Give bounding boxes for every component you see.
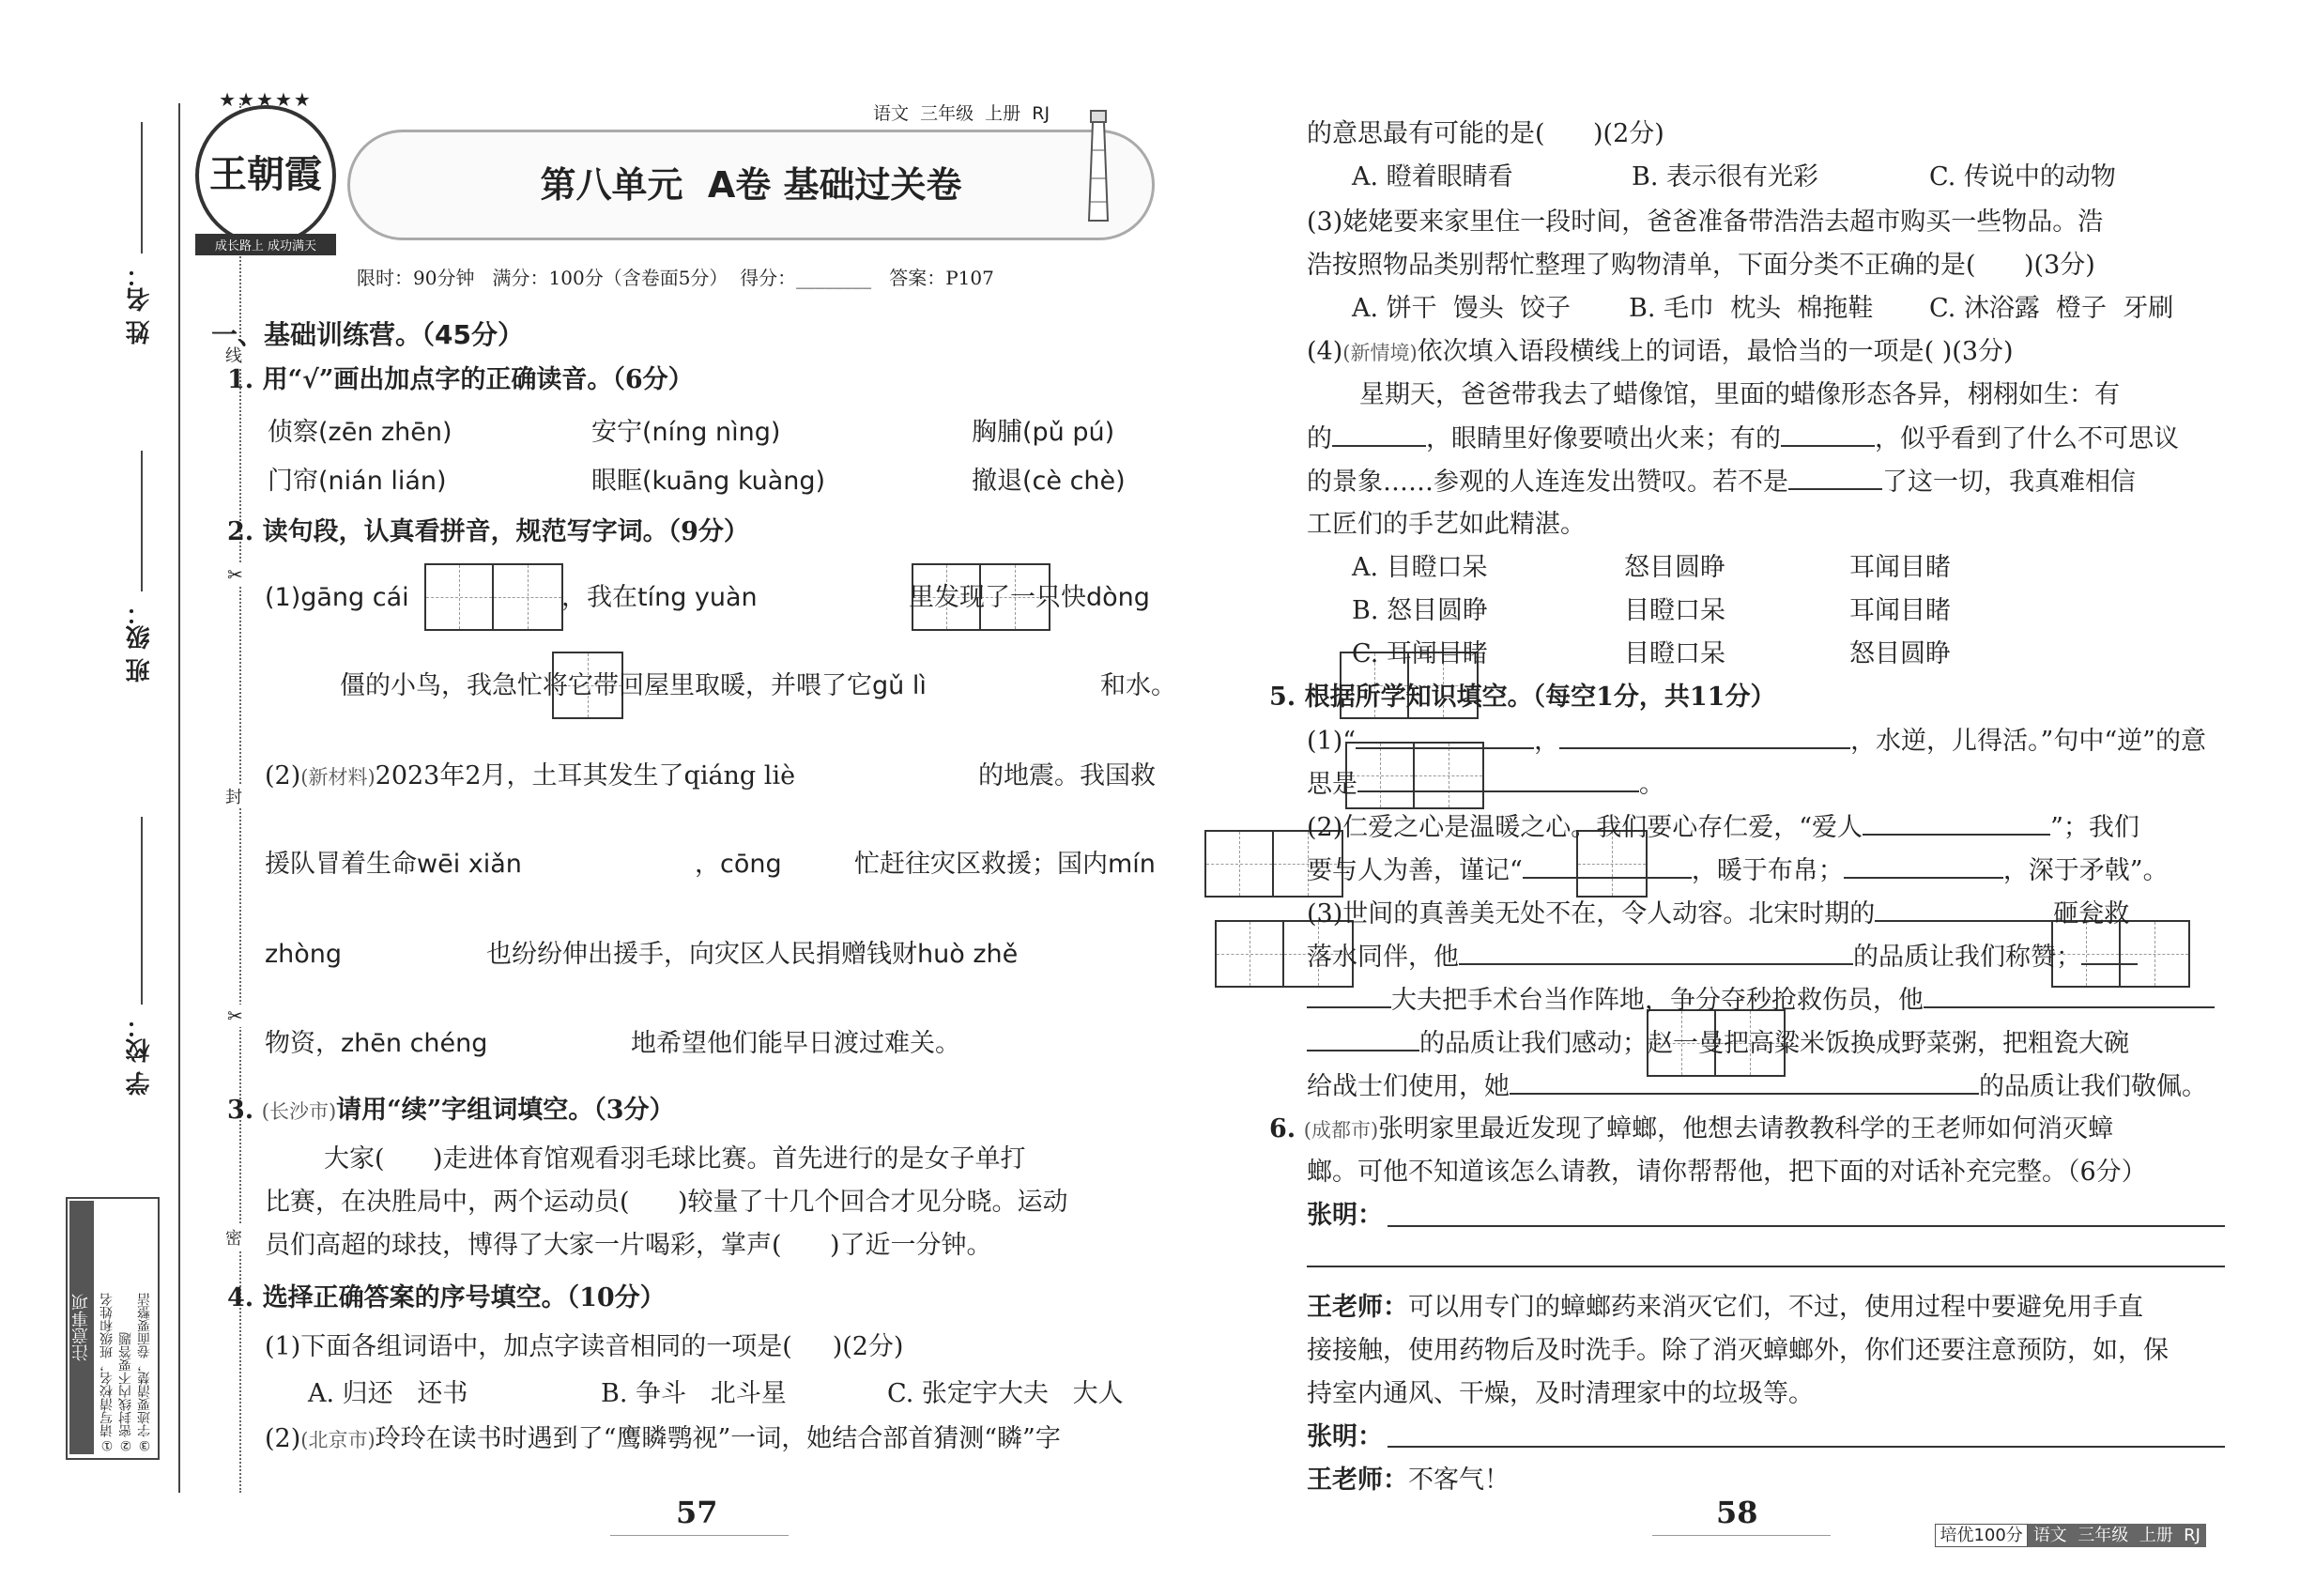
q4-option[interactable]: A. 目瞪口呆 — [1352, 553, 1488, 582]
q5-text: (1)“ ， ，水逆，儿得活。”句中“逆”的意 — [1307, 723, 2206, 760]
notice-item: ②密封线内不要答题 — [118, 1332, 133, 1452]
page-number-right: 58 — [1716, 1495, 1758, 1530]
scissors-icon: ✂ — [227, 1005, 243, 1027]
question-1 — [227, 362, 694, 398]
title-banner — [347, 130, 1155, 240]
region-tag: (成都市) — [1303, 1119, 1379, 1142]
passage-text: 星期天，爸爸带我去了蜡像馆，里面的蜡像形态各异，栩栩如生：有 — [1359, 380, 2120, 409]
fill-blank[interactable] — [2081, 939, 2138, 965]
cut-char-mi: 密 — [225, 1225, 242, 1250]
q4-option[interactable]: A. 归还 还书 — [308, 1379, 468, 1408]
speaker-zhang: 张明： — [1307, 1201, 1383, 1230]
q4-option[interactable]: B. 毛巾 枕头 棉拖鞋 — [1629, 294, 1874, 323]
question-5: 5. 根据所学知识填空。（每空1分，共11分） — [1269, 683, 1776, 712]
q4-option: 目瞪口呆 — [1624, 596, 1725, 625]
q4-option[interactable]: C. 沐浴露 橙子 牙刷 — [1929, 294, 2174, 323]
q4-option: 耳闻目睹 — [1849, 596, 1951, 625]
page-number-left: 57 — [676, 1495, 718, 1530]
q5-text: (3)世间的真善美无处不在，令人动容。北宋时期的 砸瓮救 — [1307, 896, 2129, 932]
q2-text: 援队冒着生命wēi xiǎn — [265, 850, 522, 879]
question-3: 3. (长沙市)请用“续”字组词填空。（3分） — [227, 1096, 675, 1125]
brand-logo — [195, 88, 336, 253]
q4-sub[interactable]: 的意思最有可能的是( )(2分) — [1307, 119, 1664, 148]
fill-blank[interactable] — [1788, 464, 1882, 490]
q2-text: 的地震。我国救 — [978, 761, 1156, 790]
fill-blank[interactable] — [1559, 723, 1850, 749]
fill-blank[interactable] — [1844, 852, 2003, 879]
q1-item[interactable]: 撤退(cè chè) — [972, 467, 1126, 496]
q1-item[interactable]: 胸脯(pǔ pú) — [972, 418, 1115, 447]
q4-option[interactable]: B. 表示很有光彩 — [1632, 162, 1819, 192]
notice-item: ①请写清校名，班级和姓名 — [100, 1293, 115, 1452]
notice-item: ③字迹要清楚，卷面要整洁 — [137, 1293, 152, 1452]
q4-option: 耳闻目睹 — [1849, 553, 1951, 582]
passage-text: 的景象……参观的人连连发出赞叹。若不是 了这一切，我真难相信 — [1307, 464, 2136, 500]
q4-option[interactable]: C. 耳闻目睹 — [1352, 639, 1488, 668]
q5-text: 要与人为善，谨记“ ，暖于布帛； ，深于矛戟”。 — [1307, 852, 2169, 889]
q4-option[interactable]: A. 瞪着眼睛看 — [1352, 162, 1513, 192]
name-label: 姓 名： — [126, 263, 154, 345]
q2-text: 忙赶往灾区救援；国内mín — [854, 850, 1156, 879]
q2-text: 和水。 — [1100, 671, 1176, 700]
q1-item[interactable]: 门帘(nián lián) — [268, 467, 447, 496]
q1-item[interactable]: 侦察(zēn zhēn) — [268, 418, 452, 447]
region-tag: (长沙市) — [261, 1100, 337, 1123]
speaker-wang: 王老师： — [1307, 1466, 1408, 1495]
fill-blank[interactable] — [1510, 1068, 1979, 1095]
q4-sub[interactable]: (1)下面各组词语中，加点字读音相同的一项是( )(2分) — [265, 1332, 904, 1361]
notice-box — [66, 1197, 160, 1460]
page-ornament — [1652, 1535, 1831, 1536]
q4-option: 怒目圆睁 — [1624, 553, 1725, 582]
dialogue-wang: 接接触，使用药物后及时洗手。除了消灭蟑螂外，你们还要注意预防，如，保 — [1307, 1336, 2169, 1365]
q4-sub: (2)(北京市)玲玲在读书时遇到了“鹰瞵鹗视”一词，她结合部首猜测“瞵”字 — [265, 1424, 1061, 1453]
page-title: 第八单元 A卷 基础过关卷 — [540, 164, 962, 206]
q1-item[interactable]: 安宁(níng nìng) — [591, 418, 781, 447]
notice-title: 注意事项 — [69, 1201, 94, 1454]
q5-text: 给战士们使用，她 的品质让我们敬佩。 — [1307, 1068, 2207, 1105]
school-field[interactable] — [141, 817, 143, 1005]
q4-option[interactable]: C. 传说中的动物 — [1929, 162, 2116, 192]
passage-text: 的 ，眼睛里好像要喷出火来；有的 ，似乎看到了什么不可思议 — [1307, 421, 2179, 457]
subject-line: 语文 三年级 上册 RJ — [873, 103, 1050, 124]
q2-text: (2)(新材料)2023年2月，土耳其发生了qiáng liè — [265, 761, 796, 790]
q5-text: 落水同伴，他 的品质让我们称赞； — [1307, 939, 2138, 975]
page-ornament — [610, 1535, 789, 1536]
cut-char-feng: 封 — [225, 784, 242, 808]
fill-blank[interactable] — [1356, 723, 1534, 749]
q4-option[interactable]: B. 争斗 北斗星 — [601, 1379, 787, 1408]
q2-text: (1)gāng cái — [265, 583, 409, 612]
lighthouse-icon — [1080, 103, 1117, 225]
footer-badge — [1924, 1502, 2206, 1546]
q4-option[interactable]: B. 怒目圆睁 — [1352, 596, 1489, 625]
q2-text: ，我在tíng yuàn — [561, 583, 758, 612]
answer-line[interactable] — [1388, 1225, 2225, 1227]
fill-blank[interactable] — [1863, 809, 2050, 836]
fill-blank[interactable] — [1357, 766, 1639, 792]
star-icon: ★★★★★ — [219, 88, 313, 111]
binding-line-outer — [178, 103, 180, 1493]
fill-blank[interactable] — [1332, 421, 1426, 447]
scissors-icon: ✂ — [227, 563, 243, 586]
q3-text[interactable]: 比赛，在决胜局中，两个运动员( )较量了十几个回合才见分晓。运动 — [265, 1188, 1068, 1217]
fill-blank[interactable] — [1307, 1025, 1419, 1051]
brand-name: 王朝霞 — [209, 152, 322, 196]
q4-option[interactable]: C. 张定宇大夫 大人 — [887, 1379, 1124, 1408]
class-label: 班 级： — [126, 601, 154, 683]
fill-blank[interactable] — [1875, 896, 2053, 922]
dialogue-wang: 王老师：可以用专门的蟑螂药来消灭它们，不过，使用过程中要避免用手直 — [1307, 1293, 2143, 1322]
question-4: 4. 选择正确答案的序号填空。（10分） — [227, 1283, 666, 1312]
answer-line[interactable] — [1307, 1266, 2225, 1267]
q2-text: ，cōng — [695, 850, 782, 879]
q4-option[interactable]: A. 饼干 馒头 饺子 — [1352, 294, 1571, 323]
q5-text: 的品质让我们感动；赵一曼把高粱米饭换成野菜粥，把粗瓷大碗 — [1307, 1025, 2129, 1062]
question-6: 6. (成都市)张明家里最近发现了蟑螂，他想去请教教科学的王老师如何消灭蟑 — [1269, 1114, 2114, 1143]
name-field[interactable] — [141, 122, 143, 253]
footer-tag: 培优100分 — [1935, 1524, 2027, 1547]
school-label: 学 校： — [126, 1014, 154, 1097]
q1-item[interactable]: 眼眶(kuāng kuàng) — [591, 467, 826, 496]
q2-text: 地希望他们能早日渡过难关。 — [631, 1029, 960, 1058]
q4-sub[interactable]: (4)(新情境)依次填入语段横线上的词语，最恰当的一项是( )(3分) — [1307, 337, 2014, 366]
passage-text: 工匠们的手艺如此精湛。 — [1307, 510, 1586, 539]
q2-text: 物资，zhēn chéng — [265, 1029, 488, 1058]
answer-line[interactable] — [1388, 1446, 2225, 1448]
footer-info: 语文 三年级 上册 RJ — [2028, 1524, 2206, 1547]
speaker-wang: 王老师： — [1307, 1293, 1408, 1322]
q2-text: 也纷纷伸出援手，向灾区人民捐赠钱财huò zhě — [486, 940, 1019, 969]
q5-text: (2)仁爱之心是温暖之心。我们要心存仁爱，“爱人 ”；我们 — [1307, 809, 2139, 846]
q4-option: 怒目圆睁 — [1849, 639, 1951, 668]
class-field[interactable] — [141, 451, 143, 591]
q3-text[interactable]: 大家( )走进体育馆观看羽毛球比赛。首先进行的是女子单打 — [324, 1144, 1026, 1174]
section-heading: 一、基础训练营。（45分） — [211, 319, 524, 350]
region-tag: (北京市) — [300, 1429, 376, 1451]
new-context-tag: (新情境) — [1342, 342, 1418, 364]
q5-text: 思是 。 — [1307, 766, 1664, 803]
fill-blank[interactable] — [1523, 852, 1692, 879]
q5-text: 大夫把手术台当作阵地，争分夺秒抢救伤员，他 — [1307, 982, 2215, 1019]
char-grid[interactable] — [424, 563, 563, 631]
q2-text: 里发现了一只快dòng — [909, 583, 1150, 612]
fill-blank[interactable] — [1924, 982, 2215, 1008]
q2-text: 僵的小鸟，我急忙将它带回屋里取暖，并喂了它gǔ lì — [340, 671, 927, 700]
speaker-zhang: 张明： — [1307, 1422, 1383, 1451]
q3-text[interactable]: 员们高超的球技，博得了大家一片喝彩，掌声( )了近一分钟。 — [265, 1231, 992, 1260]
exam-meta: 限时：90分钟 满分：100分（含卷面5分） 得分：________ 答案：P107 — [357, 267, 994, 289]
brand-slogan: 成长路上 成功满天 — [195, 234, 336, 255]
fill-blank[interactable] — [1459, 939, 1853, 965]
q6-text: 螂。可他不知道该怎么请教，请你帮帮他，把下面的对话补充完整。（6分） — [1307, 1158, 2147, 1187]
dialogue-wang: 持室内通风、干燥，及时清理家中的垃圾等。 — [1307, 1379, 1814, 1408]
q4-sub: (3)姥姥要来家里住一段时间，爸爸准备带浩浩去超市购买一些物品。浩 — [1307, 207, 2104, 237]
fill-blank[interactable] — [1307, 982, 1391, 1008]
q4-option: 目瞪口呆 — [1624, 639, 1725, 668]
q4-sub[interactable]: 浩按照物品类别帮忙整理了购物清单，下面分类不正确的是( )(3分) — [1307, 251, 2095, 280]
dialogue-wang: 王老师：不客气！ — [1307, 1466, 1510, 1495]
question-2: 2. 读句段，认真看拼音，规范写字词。（9分） — [227, 517, 749, 546]
cut-char-xian: 线 — [225, 343, 242, 367]
question-text: 1. 用“√”画出加点字的正确读音。（6分） — [227, 365, 694, 394]
new-material-tag: (新材料) — [300, 766, 376, 789]
q2-text: zhòng — [265, 940, 343, 969]
fill-blank[interactable] — [1781, 421, 1875, 447]
